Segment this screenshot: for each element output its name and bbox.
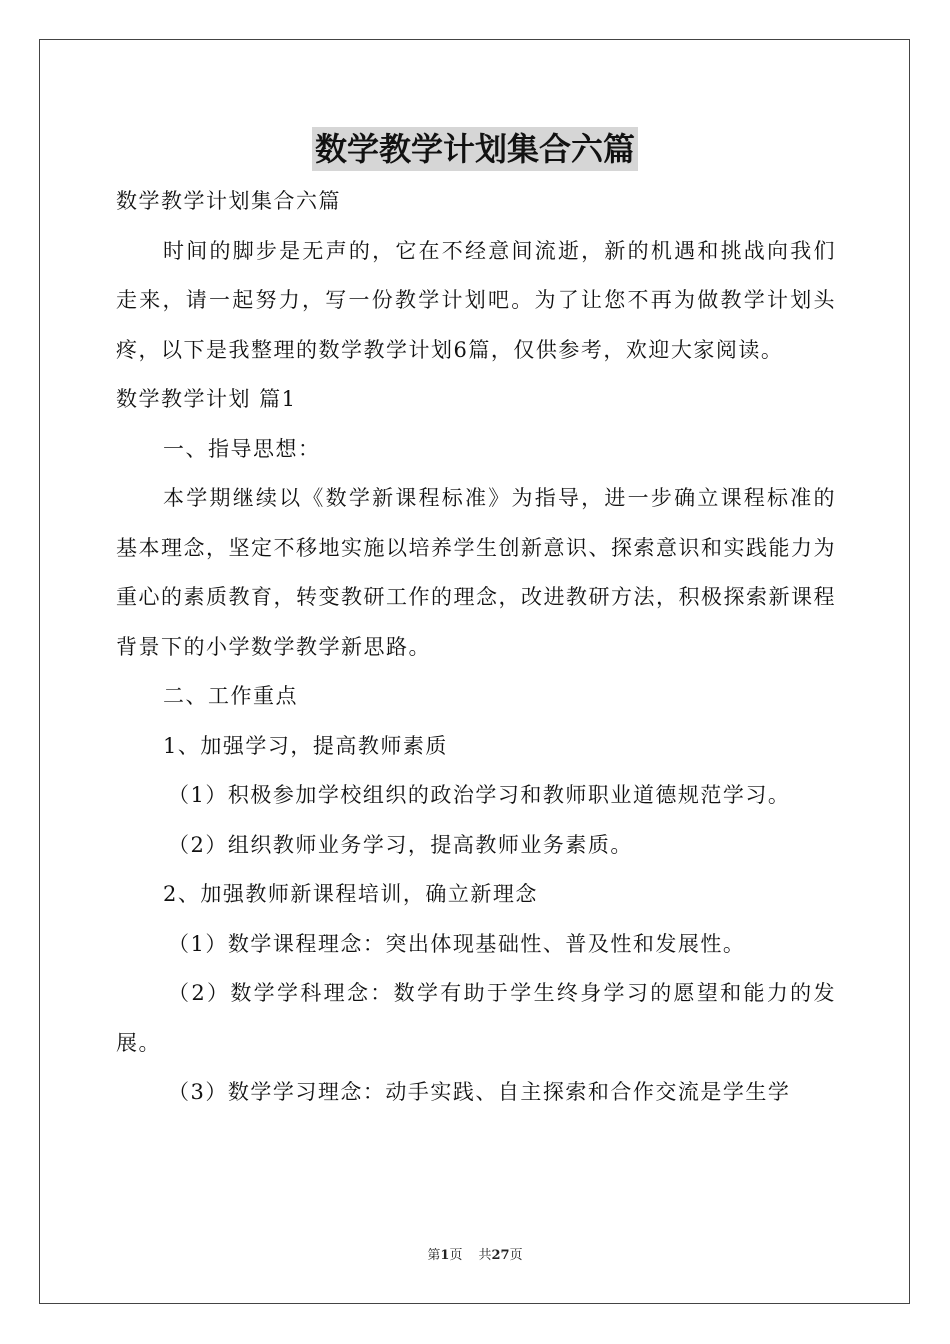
paragraph: 时间的脚步是无声的，它在不经意间流逝，新的机遇和挑战向我们走来，请一起努力，写一份教学计划吧。为了让您不再为做教学计划头疼，以下是我整理的数学教学计划6篇，仅供参考，欢迎大家阅读。 [116, 238, 836, 362]
page-footer [0, 1246, 950, 1266]
list-item: （2）数学学科理念：数学有助于学生终身学习的愿望和能力的发展。 [116, 981, 836, 1055]
document-title: 数学教学计划集合六篇 [312, 127, 638, 171]
paragraph: 二、工作重点 [163, 684, 298, 708]
total-pages: 27 [491, 1248, 510, 1263]
page-suffix: 页 [449, 1248, 463, 1263]
page-prefix: 第 [427, 1248, 441, 1263]
list-item: （1）数学课程理念：突出体现基础性、普及性和发展性。 [168, 931, 746, 956]
paragraph: 1、加强学习，提高教师素质 [163, 733, 448, 758]
title-area [0, 127, 950, 171]
document-body [116, 177, 836, 1118]
page-number: 1 [440, 1248, 450, 1263]
paragraph: 本学期继续以《数学新课程标准》为指导，进一步确立课程标准的基本理念，坚定不移地实施以培养学生创新意识、探索意识和实践能力为重心的素质教育，转变教研工作的理念，改进教研方法，积极探索新课程背景下的小学数学教学新思路。 [116, 486, 836, 659]
list-item: （2）组织教师业务学习，提高教师业务素质。 [168, 832, 633, 857]
total-suffix: 页 [509, 1248, 523, 1263]
section-heading: 数学教学计划 篇1 [116, 387, 297, 411]
list-item: （3）数学学习理念：动手实践、自主探索和合作交流是学生学 [168, 1080, 791, 1104]
list-item: （1）积极参加学校组织的政治学习和教师职业道德规范学习。 [168, 783, 791, 807]
paragraph: 2、加强教师新课程培训，确立新理念 [163, 882, 538, 906]
paragraph: 一、指导思想： [163, 436, 321, 461]
paragraph: 数学教学计划集合六篇 [116, 189, 341, 213]
total-prefix: 共 [478, 1248, 492, 1263]
